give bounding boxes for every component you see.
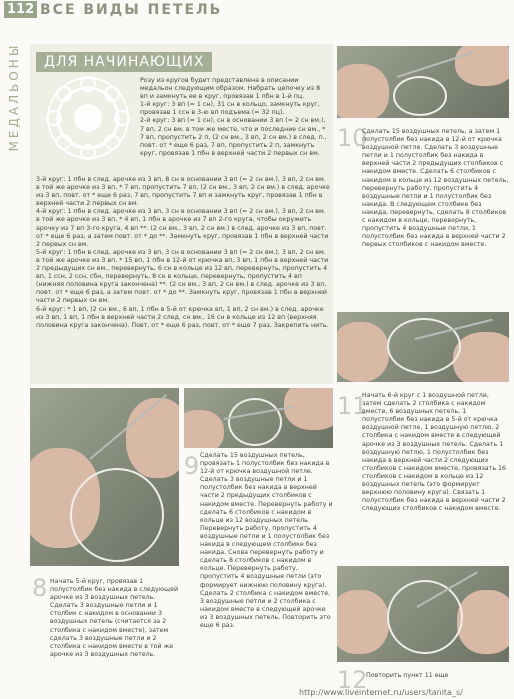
step9-photo	[184, 388, 333, 448]
page-header	[0, 0, 514, 22]
step10-number: 10	[337, 124, 368, 152]
intro-text: Розу из кругов будет представлена в описании медальон следующим образом. Набрать цепочку из 8 вп и замкнуть ее в круг, провязав 1 пбн в 1-й пц. 1-й круг: 3 вп (= 1 сн), 31 сн в кольцо, замкнуть круг, провязав 1 ссн в 3-ю вп подъема (= 32 пц). 2-й круг: 3 вп (= 1 сн), сн в основании 3 вп (= 2 сн вм.), 7 вп, 2 сн вм. в том же месте, что и последние сн вм., * 7 вп, пропустить 2 п, (2 сн вм., 3 вп, 2 сн вм.) в след. п., повт. от * еще 6 раз, 7 вп, пропустить 2 п, замкнуть круг, провязав 1 пбн в верхней части 2 первых сн вм.	[140, 77, 327, 157]
step11-text: Начать 6-й круг с 1 воздушной петли, затем сделать 2 столбика с накидом вместе, 6 воздушных петель, 1 полустолбик без накида в 5-й от крючка воздушной петле, 1 воздушную петлю, 2 столбика с накидом вместе в следующей арочке из 3 воздушных петель. Сделать 1 воздушную петлю, 1 полустолбик без накида в верхней части 2 следующих столбиков с накидом вместе, провязать 16 столбиков с накидом в кольце из 12 воздушных петель (это формирует верхнюю половину круга). Связать 1 полустолбик без накида в верхней части 2 следующих столбиков с накидом вместе.	[362, 392, 507, 513]
page-title: ВСЕ ВИДЫ ПЕТЕЛЬ	[40, 2, 223, 18]
step10-text: Сделать 15 воздушных петель, а затем 1 полустолбик без накида в 12-й от крючка воздушной петле. Сделать 3 воздушные петли и 1 полустолбик без накида в верхней части 2 предыдущих столбиков с накидом вместе. Сделать 6 столбиков с накидом в кольце из 12 воздушных петель, перевернуть работу, пропустить 4 воздушные петли и 1 полустолбик без накида. В следующем столбике без накида, перевернуть, сделать 8 столбиков с накидом в кольце, перевернуть, пропустить 4 воздушные петли, 1 полустолбик без накида в верхней части 2 первых столбиков с накидом вместе.	[362, 128, 509, 249]
step10-photo	[337, 46, 509, 118]
step12-photo	[337, 566, 509, 662]
doily-image	[44, 74, 132, 162]
rounds-text: 3-й круг: 1 пбн в след. арочке из 3 вп, 8 сн в основании 3 вп (= 2 сн вм.), 3 вп, 2 сн вм. в той же арочке из 3 вп, * 7 вп, пропустить 7 вп, (2 сн вм., 3 вп, 2 сн вм.) в след. арочке из 3 вп, повт. от * еще 6 раз, 7 вп, пропустить 7 вп и замкнуть круг, провязав 1 пбн в верхней части 2 первых сн вм. 4-й круг: 1 пбн в след. арочке из 3 вп, 3 сн в основании 3 вп (= 2 сн вм.), 3 вп, 2 сн вм. в той же арочке из 3 вп, * 4 вп, 1 пбн в арочке из 7 вп 2-го круга, чтобы окружить арочку из 7 вп 3-го круга, 4 вп **. (2 сн вм., 3 вп, 2 сн вм.) в след. арочке из 3 вп, повт. от * еще 6 раз, а затем повт. от * до **. Замкнуть круг, провязав 1 пбн в верхней части 2 первых сн вм. 5-й круг: 1 пбн в след. арочке из 3 вп, 3 сн в основании 3 вп (= 2 сн вм.), 3 вп, 2 сн вм. в той же арочке из 3 вп, * 15 вп, 1 пбн в 12-й от крючка вп, 3 вп, 1 пбн в верхней части 2 предыдущих сн вм., перевернуть, 6 сн в кольце из 12 вп, перевернуть, пропустить 4 вп, 1 ссн, 2 ссн, сбн, перевернуть, 8 сн в кольце, перевернуть, пропустить 4 вп (нижняя половина круга закончена) **. (2 сн вм., 3 вп, 2 сн вм.) в след. арочке из 3 вп, повт. от * еще 6 раз, а затем повт. от * до **. Замкнуть круг, провязав 1 пбн в верхней части 2 первых сн вм. 6-й круг: * 1 вп, (2 сн вм., 6 вп, 1 пбн в 5-й от крючка вп, 1 вп, 2 сн вм.) в след. арочке из 3 вп, 1 вп, 1 пбн в верхней части 2 след. сн вм., 16 сн в кольце из 12 вп (верхняя половина круга закончена). Повт. от * еще 6 раз, повт. от * еще 7 раз. Закрепить нить.	[36, 176, 330, 329]
section-label: МЕДАЛЬОНЫ	[7, 42, 21, 152]
step12-text: Повторить пункт 11 еще	[366, 672, 449, 679]
step11-number: 11	[337, 392, 368, 420]
beginners-heading: ДЛЯ НАЧИНАЮЩИХ	[36, 52, 212, 72]
step8-number: 8	[32, 574, 48, 602]
step9-text: Сделать 15 воздушных петель, провязать 1 полустолбик без накида в 12-й от крючка воздушной петле. Сделать 3 воздушные петли и 1 полустолбик без накида в верхней части 2 предыдущих столбиков с накидом вместе. Перевернуть работу и сделать 6 столбиков с накидом в кольце из 12 воздушных петель. Перевернуть работу, пропустить 4 воздушные петли и 1 полустолбик без накида в следующем столбике без накида. Снова перевернуть работу и сделать 8 столбиков с накидом в кольце. Перевернуть работу, пропустить 4 воздушные петли (это формирует нижнюю половину круга). Сделать 2 столбика с накидом вместе, 3 воздушные петли и 2 столбика с накидом вместе в следующей арочке из 3 воздушных петель. Повторить это еще 6 раз.	[200, 452, 333, 629]
section-sidebar	[4, 30, 24, 170]
step11-photo	[337, 312, 509, 382]
step9-number: 9	[184, 452, 200, 480]
step8-text: Начать 5-й круг, провязав 1 полустолбик без накида в следующей арочке из 3 воздушных петель. Сделать 3 воздушные петли и 1 столбик с накидом в основании 3 воздушных петель (считается за 2 столбика с накидом вместе), затем сделать 3 воздушные петли и 2 столбика с накидом вместе в той же арочке из 3 воздушных петель.	[50, 578, 179, 658]
source-url: http://www.liveinternet.ru/users/tanita_s/	[299, 688, 463, 697]
step8-photo	[30, 388, 179, 566]
step12-number: 12	[337, 666, 368, 694]
page-number: 112	[4, 1, 37, 18]
